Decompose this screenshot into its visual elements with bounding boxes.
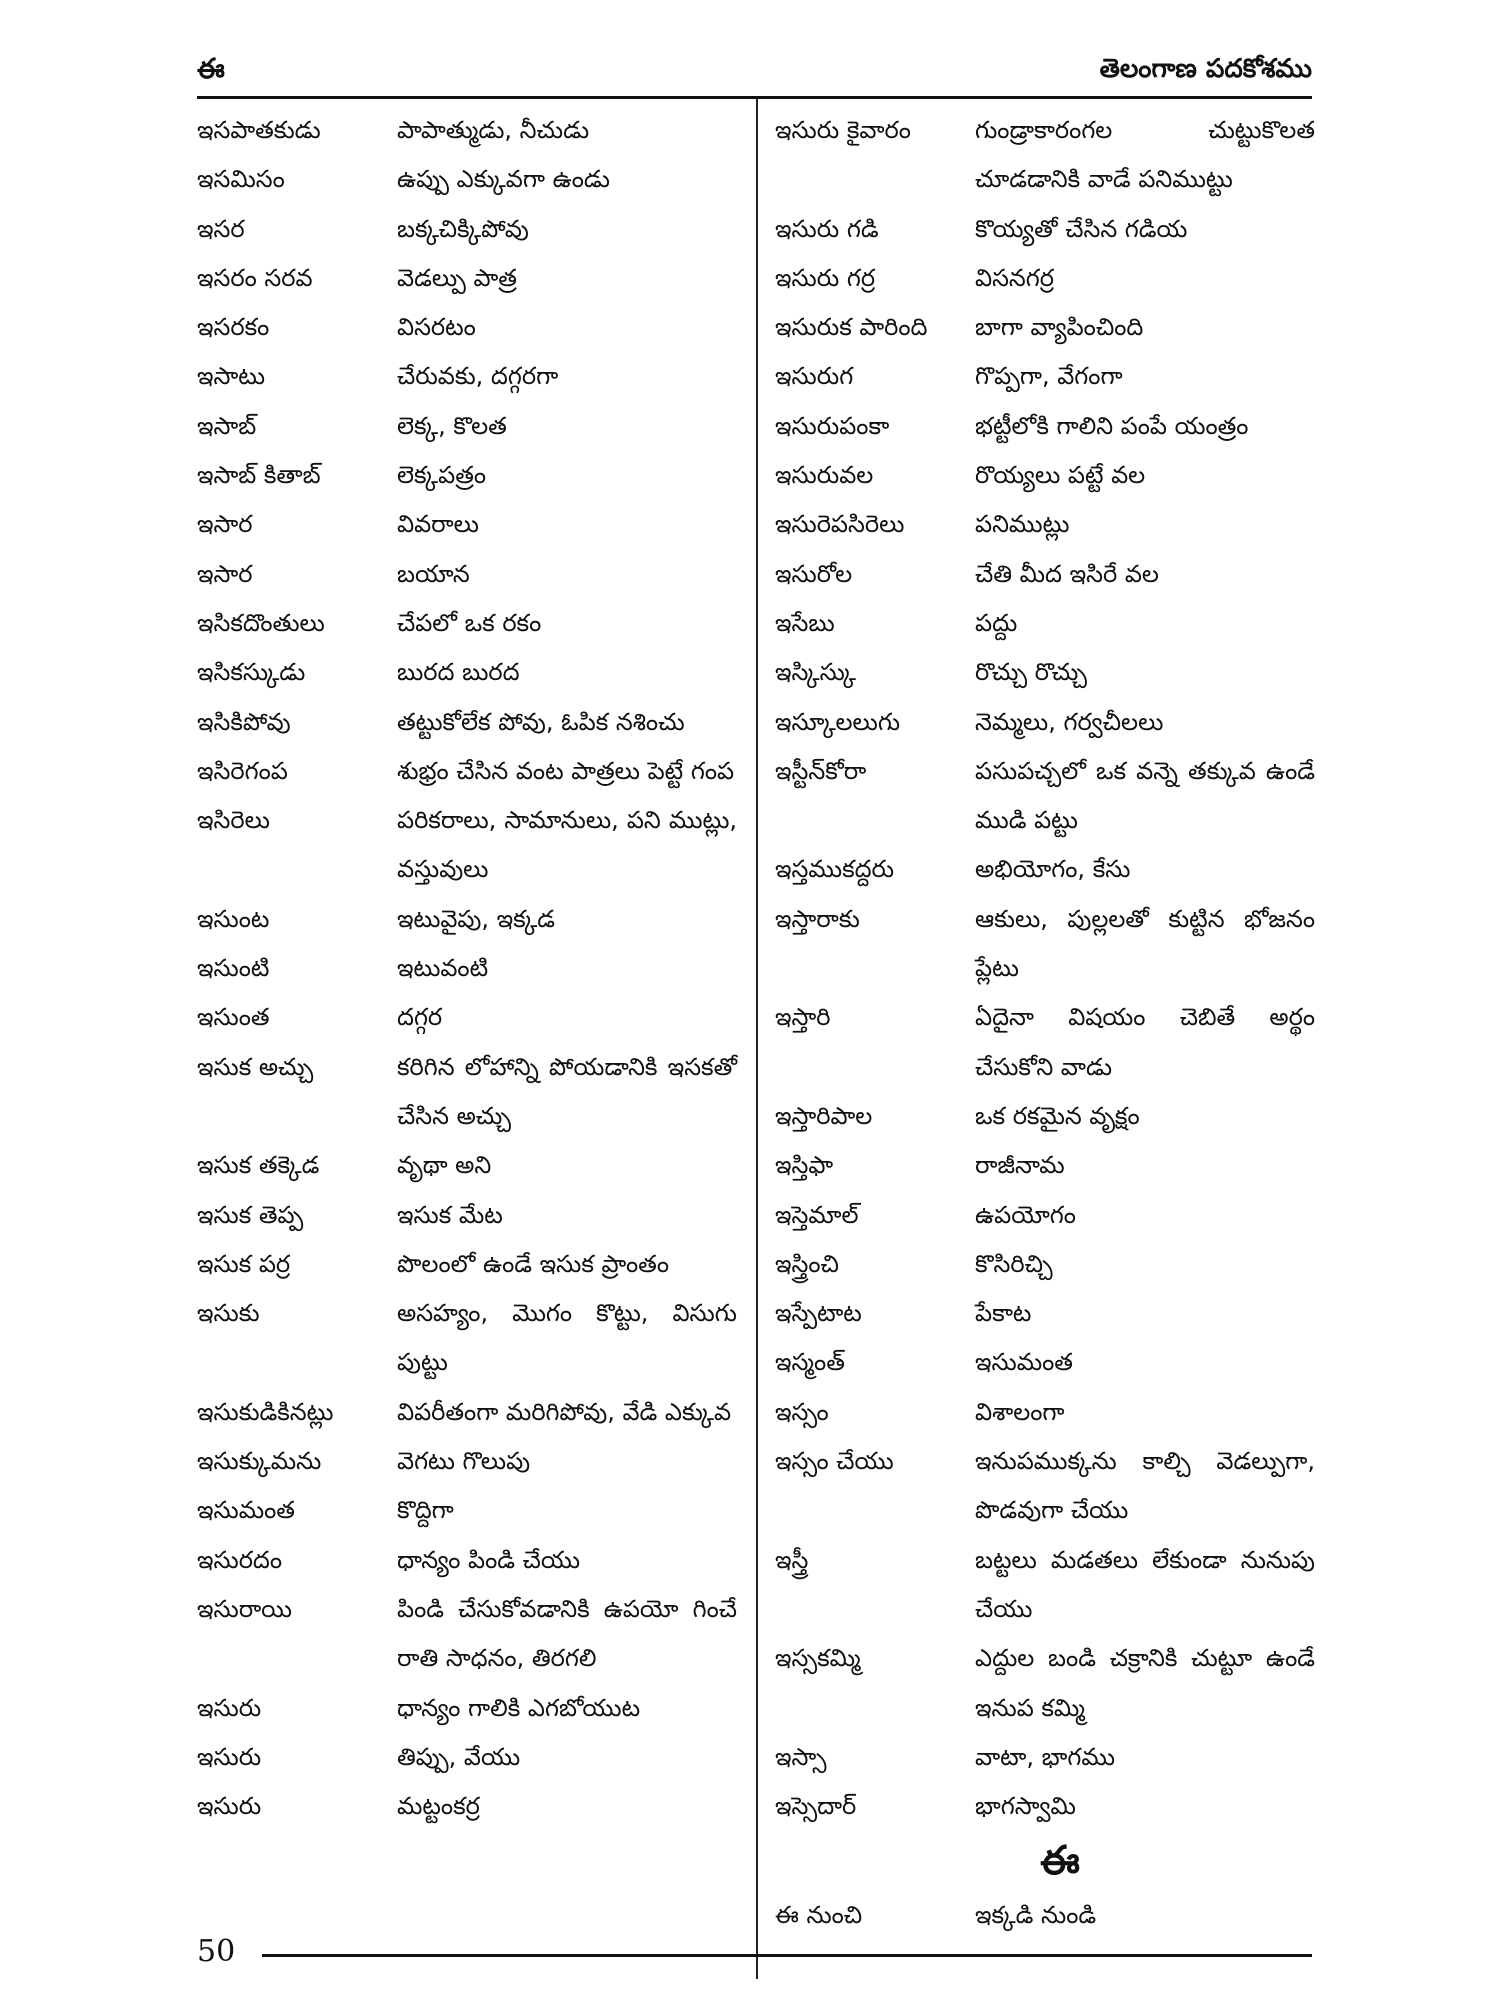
entry-meaning: ఒక రకమైన వృక్షం: [975, 1101, 1140, 1130]
entry-term: ఇసురు కైవారం: [775, 116, 911, 144]
dictionary-entry: [197, 106, 737, 155]
dictionary-entry: [775, 500, 1315, 549]
dictionary-entry: [197, 1585, 737, 1684]
entry-term: ఇస్త్రీ: [775, 1545, 809, 1574]
entry-term: ఇస్కిస్కు: [775, 658, 856, 687]
dictionary-entry: [197, 796, 737, 895]
entry-meaning: వెగటు గొలుపు: [397, 1447, 531, 1476]
dictionary-entry: [197, 1733, 737, 1782]
entry-term: ఇసరకం: [197, 313, 270, 342]
entry-term: ఇసాబ్: [197, 411, 257, 440]
entry-meaning: రాజీనామ: [975, 1151, 1065, 1180]
header-rule: [197, 96, 1312, 99]
dictionary-entry: [197, 993, 737, 1042]
header-letter: ఈ: [197, 52, 225, 85]
entry-meaning: ఎద్దుల బండి చక్రానికి చుట్టూ ఉండే ఇనుప కమ్మి: [975, 1644, 1315, 1722]
entry-meaning: వెడల్పు పాత్ర: [397, 263, 517, 292]
entry-meaning: గుండ్రాకారంగల చుట్టుకొలత చూడడానికి వాడే పనిముట్టు: [975, 116, 1315, 194]
entry-term: ఇసురోల: [775, 559, 853, 588]
entry-meaning: ఇనుపముక్కను కాల్చి వెడల్పుగా, పొడవుగా చేయు: [975, 1447, 1315, 1525]
entry-meaning: అభియోగం, కేసు: [975, 855, 1131, 884]
dictionary-entry: [197, 402, 737, 451]
column-divider: [756, 99, 758, 1979]
dictionary-entry: [775, 1141, 1315, 1190]
dictionary-entry: [197, 352, 737, 401]
entry-meaning: కరిగిన లోహాన్ని పోయడానికి ఇసకతో చేసిన అచ్చు: [397, 1052, 737, 1130]
dictionary-entry: [197, 1191, 737, 1240]
dictionary-entry: [775, 1536, 1315, 1635]
entry-meaning: చేరువకు, దగ్గరగా: [397, 362, 559, 391]
dictionary-entry: [775, 1782, 1315, 1831]
entry-meaning: పిండి చేసుకోవడానికి ఉపయో గించే రాతి సాధనం, తిరగలి: [397, 1594, 737, 1673]
entry-meaning: ధాన్యం గాలికి ఎగబోయుట: [397, 1693, 641, 1722]
entry-meaning: పాపాత్ముడు, నీచుడు: [397, 116, 590, 144]
dictionary-entry: [775, 451, 1315, 500]
entry-meaning: చేతి మీద ఇసిరే వల: [975, 559, 1159, 588]
entry-meaning: భాగస్వామి: [975, 1792, 1076, 1821]
dictionary-entry: [197, 1782, 737, 1831]
dictionary-entry: [775, 747, 1315, 846]
entry-term: ఇసురాయి: [197, 1594, 293, 1623]
entry-term: ఇసుకు: [197, 1299, 260, 1328]
dictionary-entry: [197, 303, 737, 352]
dictionary-entry: [197, 1141, 737, 1190]
entry-term: ఇస్కూలలుగు: [775, 707, 901, 736]
entry-term: ఇసురు: [197, 1693, 262, 1722]
dictionary-entry: [775, 1092, 1315, 1141]
dictionary-entry: [775, 550, 1315, 599]
entry-meaning: పరికరాలు, సామానులు, పని ముట్లు, వస్తువులు: [397, 806, 737, 884]
dictionary-entry: [775, 205, 1315, 254]
dictionary-entry: [775, 895, 1315, 994]
entry-term: ఇసుకుడికినట్లు: [197, 1397, 334, 1426]
entry-meaning: లెక్క, కొలత: [397, 411, 507, 440]
dictionary-entry: [197, 1388, 737, 1437]
dictionary-entry: [197, 895, 737, 944]
dictionary-entry: [775, 648, 1315, 697]
entry-term: ఇసుక పర్ర: [197, 1249, 291, 1278]
section-letter: ఈ: [1040, 1838, 1080, 1885]
dictionary-entry: [197, 1043, 737, 1142]
entry-term: ఇసేబు: [775, 608, 835, 637]
entry-term: ఇస్తారిపాల: [775, 1101, 873, 1130]
dictionary-entry: [197, 155, 737, 204]
entry-term: ఇసురువల: [775, 461, 874, 490]
entry-term: ఇస్త్రించి: [775, 1249, 839, 1278]
entry-term: ఇసార: [197, 510, 253, 539]
entry-term: ఇసమిసం: [197, 165, 285, 194]
entry-meaning: పద్దు: [975, 608, 1018, 637]
dictionary-entry: [197, 1240, 737, 1289]
left-column: [197, 106, 737, 1831]
entry-meaning: శుభ్రం చేసిన వంట పాత్రలు పెట్టే గంప: [397, 756, 735, 785]
entry-term: ఇసుక తక్కెడ: [197, 1151, 320, 1180]
entry-meaning: ఇసుమంత: [975, 1348, 1073, 1377]
dictionary-entry: [775, 1191, 1315, 1240]
dictionary-entry: [775, 254, 1315, 303]
entry-term: ఇస్తారి: [775, 1003, 831, 1032]
entry-meaning: బట్టలు మడతలు లేకుండా నునుపు చేయు: [975, 1545, 1315, 1623]
entry-meaning: లెక్కపత్రం: [397, 461, 487, 490]
dictionary-entry: [197, 1437, 737, 1486]
entry-term: ఇస్సా: [775, 1742, 827, 1771]
entry-meaning: ఉప్పు ఎక్కువగా ఉండు: [397, 165, 610, 194]
dictionary-entry: [197, 698, 737, 747]
entry-meaning: విశాలంగా: [975, 1397, 1065, 1426]
entry-meaning: పొలంలో ఉండే ఇసుక ప్రాంతం: [397, 1249, 669, 1278]
dictionary-entry: [197, 254, 737, 303]
entry-term: ఇసురదం: [197, 1545, 283, 1574]
right-column: [775, 106, 1315, 1941]
dictionary-entry: [775, 402, 1315, 451]
entry-term: ఇసుంటి: [197, 954, 270, 983]
entry-term: ఇసుమంత: [197, 1496, 295, 1525]
entry-meaning: వృథా అని: [397, 1151, 492, 1180]
entry-meaning: అసహ్యం, మొగం కొట్టు, విసుగు పుట్టు: [397, 1299, 737, 1377]
entry-meaning: భట్టీలోకి గాలిని పంపే యంత్రం: [975, 411, 1249, 440]
entry-term: ఇసర: [197, 214, 245, 243]
entry-meaning: కొసిరిచ్చి: [975, 1249, 1053, 1278]
entry-meaning: మట్టంకర్ర: [397, 1792, 480, 1821]
page-title: తెలంగాణ పదకోశము: [1099, 54, 1312, 84]
entry-term: ఇస్సం: [775, 1397, 829, 1426]
entry-term: ఇస్సకమ్మి: [775, 1644, 861, 1673]
dictionary-entry: [775, 1289, 1315, 1338]
entry-meaning: వాటా, భాగము: [975, 1742, 1116, 1771]
dictionary-entry: [775, 106, 1315, 205]
entry-meaning: కొయ్యతో చేసిన గడియ: [975, 214, 1188, 243]
entry-meaning: తిప్పు, వేయు: [397, 1742, 521, 1771]
entry-meaning: బక్కచిక్కిపోవు: [397, 214, 529, 243]
entry-term: ఇసురు గర్ర: [775, 263, 876, 292]
entry-meaning: గొప్పగా, వేగంగా: [975, 362, 1123, 391]
entry-term: ఇస్పేటాట: [775, 1299, 862, 1328]
dictionary-entry: [197, 451, 737, 500]
entry-meaning: ఇసుక మేట: [397, 1200, 503, 1229]
entry-meaning: ధాన్యం పిండి చేయు: [397, 1545, 581, 1574]
entry-meaning: ఇటువంటి: [397, 954, 489, 983]
entry-term: ఇసురు గడి: [775, 214, 879, 243]
dictionary-entry: [775, 1338, 1315, 1387]
entry-term: ఇసురు: [197, 1742, 262, 1771]
entry-term: ఇస్సెదార్: [775, 1792, 857, 1821]
entry-meaning: విపరీతంగా మరిగిపోవు, వేడి ఎక్కువ: [397, 1397, 732, 1426]
entry-meaning: విసనగర్ర: [975, 263, 1054, 292]
footer-rule: [262, 1954, 1312, 1957]
dictionary-entry: [197, 1289, 737, 1388]
entry-term: ఇస్తిఫా: [775, 1151, 834, 1180]
entry-term: ఇసిరెగంప: [197, 756, 288, 785]
entry-term: ఇసుంత: [197, 1003, 270, 1032]
entry-meaning: ఇటువైపు, ఇక్కడ: [397, 904, 556, 933]
dictionary-entry: [775, 993, 1315, 1092]
entry-meaning: దగ్గర: [397, 1003, 443, 1032]
entry-meaning: రొచ్చు రొచ్చు: [975, 658, 1087, 687]
entry-meaning: ఇక్కడి నుండి: [975, 1901, 1097, 1930]
dictionary-entry: [775, 845, 1315, 894]
dictionary-entry: [197, 599, 737, 648]
dictionary-entry: [775, 352, 1315, 401]
entry-meaning: ఆకులు, పుల్లలతో కుట్టిన భోజనం ప్లేటు: [975, 904, 1315, 983]
dictionary-entry: [775, 1240, 1315, 1289]
entry-meaning: కొద్దిగా: [397, 1496, 454, 1525]
dictionary-entry: [197, 944, 737, 993]
entry-term: ఇసుక తెప్ప: [197, 1200, 304, 1229]
entry-term: ఇసార: [197, 559, 253, 588]
dictionary-entry: [197, 1536, 737, 1585]
entry-meaning: విసరటం: [397, 313, 476, 342]
entry-meaning: వివరాలు: [397, 510, 479, 539]
dictionary-entry: [197, 205, 737, 254]
dictionary-entry: [197, 550, 737, 599]
entry-term: ఇస్సం చేయు: [775, 1447, 894, 1476]
entry-term: ఈ నుంచి: [775, 1901, 863, 1930]
dictionary-entry: [775, 1634, 1315, 1733]
entry-term: ఇసాటు: [197, 362, 266, 391]
entry-term: ఇసురెపసిరెలు: [775, 510, 905, 539]
entry-meaning: ఏదైనా విషయం చెబితే అర్థం చేసుకోని వాడు: [975, 1003, 1315, 1081]
dictionary-entry: [197, 500, 737, 549]
entry-term: ఇసాబ్ కితాబ్: [197, 461, 321, 490]
dictionary-entry: [775, 1891, 1315, 1940]
entry-term: ఇసిరెలు: [197, 806, 270, 835]
entry-meaning: ఉపయోగం: [975, 1200, 1076, 1229]
entry-term: ఇసికిపోవు: [197, 707, 291, 736]
entry-meaning: పసుపచ్చలో ఒక వన్నె తక్కువ ఉండే ముడి పట్టు: [975, 756, 1315, 835]
dictionary-entry: [775, 599, 1315, 648]
entry-meaning: పనిముట్లు: [975, 510, 1070, 539]
entry-meaning: రొయ్యలు పట్టే వల: [975, 461, 1146, 490]
entry-term: ఇసుంట: [197, 904, 270, 933]
entry-meaning: తట్టుకోలేక పోవు, ఓపిక నశించు: [397, 707, 685, 736]
entry-meaning: చేపలో ఒక రకం: [397, 608, 542, 637]
dictionary-entry: [197, 648, 737, 697]
dictionary-entry: [775, 1437, 1315, 1536]
entry-term: ఇస్తారాకు: [775, 904, 860, 933]
entry-term: ఇస్తెమాల్: [775, 1200, 859, 1229]
entry-meaning: నెమ్మలు, గర్వచీలలు: [975, 707, 1164, 736]
entry-term: ఇసురు: [197, 1792, 262, 1821]
page-header: [197, 52, 1312, 92]
dictionary-entry: [197, 747, 737, 796]
page-number: 50: [197, 1934, 236, 1969]
entry-term: ఇసరం సరవ: [197, 263, 313, 292]
entry-term: ఇసుక అచ్చు: [197, 1052, 314, 1081]
entry-term: ఇసురుపంకా: [775, 411, 890, 440]
dictionary-entry: [775, 1388, 1315, 1437]
entry-term: ఇసురుక పారింది: [775, 313, 928, 342]
entry-term: ఇసికస్కుడు: [197, 658, 306, 687]
entry-term: ఇసపాతకుడు: [197, 116, 321, 144]
dictionary-entry: [197, 1684, 737, 1733]
entry-term: ఇసురుగ: [775, 362, 854, 391]
entry-meaning: పేకాట: [975, 1299, 1032, 1328]
entry-term: ఇస్తముకద్దరు: [775, 855, 895, 884]
dictionary-entry: [775, 1733, 1315, 1782]
entry-term: ఇసుక్కుమను: [197, 1447, 322, 1476]
entry-meaning: బాగా వ్యాపించింది: [975, 313, 1144, 342]
dictionary-entry: [197, 1486, 737, 1535]
entry-term: ఇసికదొంతులు: [197, 608, 325, 637]
entry-term: ఇస్మంత్: [775, 1348, 845, 1377]
dictionary-entry: [775, 698, 1315, 747]
entry-meaning: బురద బురద: [397, 658, 520, 687]
entry-term: ఇస్టీన్‌కోరా: [775, 756, 867, 785]
dictionary-entry: [775, 303, 1315, 352]
entry-meaning: బయాన: [397, 559, 470, 588]
